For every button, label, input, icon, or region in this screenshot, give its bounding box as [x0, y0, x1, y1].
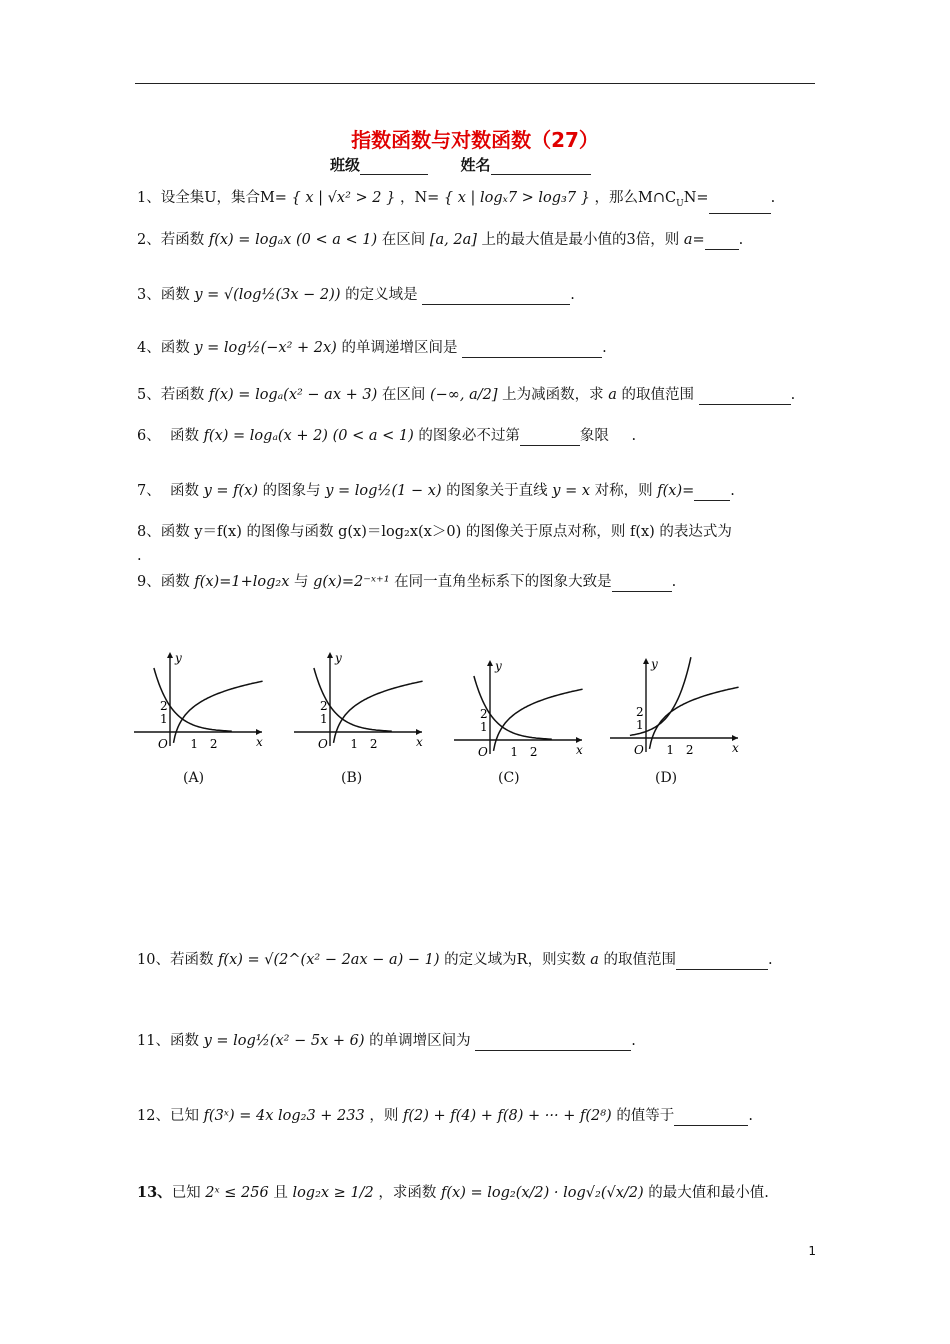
- origin-label: O: [318, 737, 328, 751]
- graph-d: [610, 657, 739, 757]
- question-number: 6、: [137, 428, 161, 444]
- x-label: x: [416, 735, 423, 749]
- formula: a: [590, 952, 599, 968]
- formula: [a, 2a]: [429, 232, 477, 248]
- formula: y = f(x): [203, 483, 258, 499]
- question-number: 7、: [137, 483, 161, 499]
- formula: log₂x ≥ 1/2: [292, 1185, 374, 1201]
- graph-b: [294, 651, 423, 751]
- formula-n: { x | logₓ7 > log₃7 }: [443, 190, 590, 206]
- y-tick-1: 1: [636, 718, 644, 732]
- x-tick-1: 1: [190, 737, 199, 751]
- y-arrow: [167, 652, 173, 658]
- question-number: 2、: [137, 232, 161, 248]
- formula: f(x) = logₐ(x² − ax + 3): [208, 387, 378, 403]
- x-tick-2: 2: [529, 745, 538, 759]
- text: 在同一直角坐标系下的图象大致是: [394, 574, 612, 590]
- text: 函数 y＝f(x) 的图像与函数 g(x)＝log₂x(x＞0) 的图像关于原点对称，则 f(x) 的表达式为: [160, 524, 732, 540]
- question-11: [137, 1031, 636, 1051]
- question-number: 8、: [137, 524, 161, 540]
- x-label: x: [256, 735, 263, 749]
- text: 在区间: [381, 387, 426, 403]
- formula: f(x) = √(2^(x² − 2ax − a) − 1): [218, 952, 440, 968]
- y-label: y: [335, 651, 342, 665]
- text: ，那么M∩C: [594, 190, 677, 206]
- x-label: x: [732, 741, 739, 755]
- question-number: 13、: [137, 1184, 172, 1201]
- text: 的取值范围: [621, 387, 694, 403]
- text: 已知: [171, 1185, 201, 1201]
- name-label: 姓名: [460, 156, 491, 174]
- x-tick-1: 1: [666, 743, 675, 757]
- text: N=: [683, 190, 709, 206]
- text: =: [682, 483, 695, 499]
- text: 的单调递增区间是: [341, 340, 458, 356]
- caption-b: (B): [341, 770, 363, 786]
- formula: 2ˣ ≤ 256: [205, 1185, 269, 1201]
- text: .: [738, 232, 744, 248]
- y-label: y: [651, 657, 658, 671]
- curve-f: [334, 681, 423, 743]
- answer-blank: [674, 1109, 748, 1126]
- y-tick-1: 1: [480, 720, 488, 734]
- text: 函数: [169, 483, 199, 499]
- text: .: [570, 287, 575, 303]
- formula: y = log½(−x² + 2x): [194, 340, 337, 356]
- text: 函数: [160, 340, 190, 356]
- text: .: [631, 1033, 636, 1049]
- text: 已知: [169, 1108, 199, 1124]
- origin-label: O: [158, 737, 168, 751]
- graph-a: [134, 651, 263, 751]
- formula-m: { x | √x² > 2 }: [291, 190, 396, 206]
- y-arrow: [327, 652, 333, 658]
- formula: f(2) + f(4) + f(8) + ··· + f(2⁸): [402, 1108, 612, 1124]
- formula: y = log½(x² − 5x + 6): [203, 1033, 365, 1049]
- text: .: [730, 483, 735, 499]
- x-tick-2: 2: [369, 737, 378, 751]
- text: 的取值范围: [603, 952, 676, 968]
- formula: f(x) = logₐ(x + 2) (0 < a < 1): [203, 428, 414, 444]
- text: 的定义域是: [345, 287, 418, 303]
- question-8-end: .: [137, 548, 142, 564]
- origin-label: O: [478, 745, 488, 759]
- formula: a: [608, 387, 617, 403]
- question-number: 12、: [137, 1108, 170, 1124]
- text: .: [671, 574, 677, 590]
- text: ，则: [369, 1108, 399, 1124]
- formula: g(x)=2⁻ˣ⁺¹: [313, 574, 390, 590]
- formula: f(x) = log₂(x/2) · log√₂(√x/2): [441, 1185, 644, 1201]
- text: 对称，则: [594, 483, 653, 499]
- formula: f(x) = logₐx (0 < a < 1): [208, 232, 378, 248]
- text: .: [767, 952, 773, 968]
- formula: y = x: [552, 483, 591, 499]
- formula: y = √(log½(3x − 2)): [194, 287, 341, 303]
- question-number: 9、: [137, 574, 161, 590]
- origin-label: O: [634, 743, 644, 757]
- x-tick-2: 2: [685, 743, 694, 757]
- text: 上为减函数，求: [502, 387, 604, 403]
- text: 的图象必不过第: [418, 428, 520, 444]
- question-number: 10、: [137, 952, 170, 968]
- formula: (−∞, a/2]: [429, 387, 498, 403]
- text: .: [748, 1108, 753, 1124]
- question-number: 4、: [137, 340, 161, 356]
- text: 的单调增区间为: [369, 1033, 471, 1049]
- text: .: [790, 387, 796, 403]
- text: =: [692, 232, 705, 248]
- page-title: 指数函数与对数函数（27）: [351, 128, 599, 152]
- curve-f: [494, 689, 583, 751]
- y-tick-2: 2: [636, 705, 644, 719]
- text: .: [770, 190, 776, 206]
- y-label: y: [175, 651, 182, 665]
- text: 在区间: [381, 232, 426, 248]
- question-12: [137, 1106, 753, 1126]
- caption-c: (C): [498, 770, 520, 786]
- text: 的值等于: [616, 1108, 675, 1124]
- y-tick-2: 2: [320, 699, 328, 713]
- x-tick-1: 1: [350, 737, 359, 751]
- answer-blank: [676, 953, 768, 970]
- text: 上的最大值是最小值的3倍，则: [481, 232, 680, 248]
- curve-f: [174, 681, 263, 743]
- text: 若函数: [160, 232, 205, 248]
- text: 函数: [169, 1033, 199, 1049]
- text: 若函数: [160, 387, 205, 403]
- caption-d: (D): [655, 770, 678, 786]
- text: 象限: [579, 428, 609, 444]
- formula: f(3ˣ) = 4x log₂3 + 233: [203, 1108, 365, 1124]
- caption-a: (A): [183, 770, 205, 786]
- x-label: x: [576, 743, 583, 757]
- formula: f(x): [657, 483, 683, 499]
- formula: y = log½(1 − x): [325, 483, 442, 499]
- text: .: [631, 428, 637, 444]
- y-tick-1: 1: [320, 712, 328, 726]
- text: 函数: [169, 428, 199, 444]
- curve-f: [650, 687, 739, 749]
- text: 设全集U，集合M=: [160, 190, 287, 206]
- question-number: 3、: [137, 287, 161, 303]
- text: ，N=: [399, 190, 440, 206]
- formula: a: [683, 232, 693, 248]
- answer-blank: [475, 1034, 631, 1051]
- question-number: 11、: [137, 1033, 170, 1049]
- y-arrow: [487, 660, 493, 666]
- text: 的最大值和最小值.: [648, 1185, 769, 1201]
- class-label: 班级: [330, 156, 361, 174]
- text: 函数: [160, 574, 190, 590]
- y-tick-1: 1: [160, 712, 168, 726]
- text: ，求函数: [378, 1185, 437, 1201]
- question-13: [137, 1183, 769, 1203]
- text: .: [602, 340, 607, 356]
- page-number: 1: [808, 1244, 816, 1258]
- text: 且: [273, 1185, 288, 1201]
- x-tick-1: 1: [510, 745, 519, 759]
- text: 的图象与: [262, 483, 321, 499]
- text: 的图象关于直线: [446, 483, 548, 499]
- graph-c: [454, 659, 583, 759]
- text: 与: [293, 574, 309, 590]
- question-number: 5、: [137, 387, 161, 403]
- y-tick-2: 2: [160, 699, 168, 713]
- subscript: U: [676, 199, 684, 209]
- y-arrow: [643, 658, 649, 664]
- y-label: y: [495, 659, 502, 673]
- text: 若函数: [169, 952, 214, 968]
- formula: f(x)=1+log₂x: [194, 574, 290, 590]
- text: 的定义域为R，则实数: [444, 952, 586, 968]
- x-tick-2: 2: [209, 737, 218, 751]
- text: 函数: [160, 287, 190, 303]
- y-tick-2: 2: [480, 707, 488, 721]
- question-number: 1、: [137, 190, 161, 206]
- question-10: [137, 950, 773, 970]
